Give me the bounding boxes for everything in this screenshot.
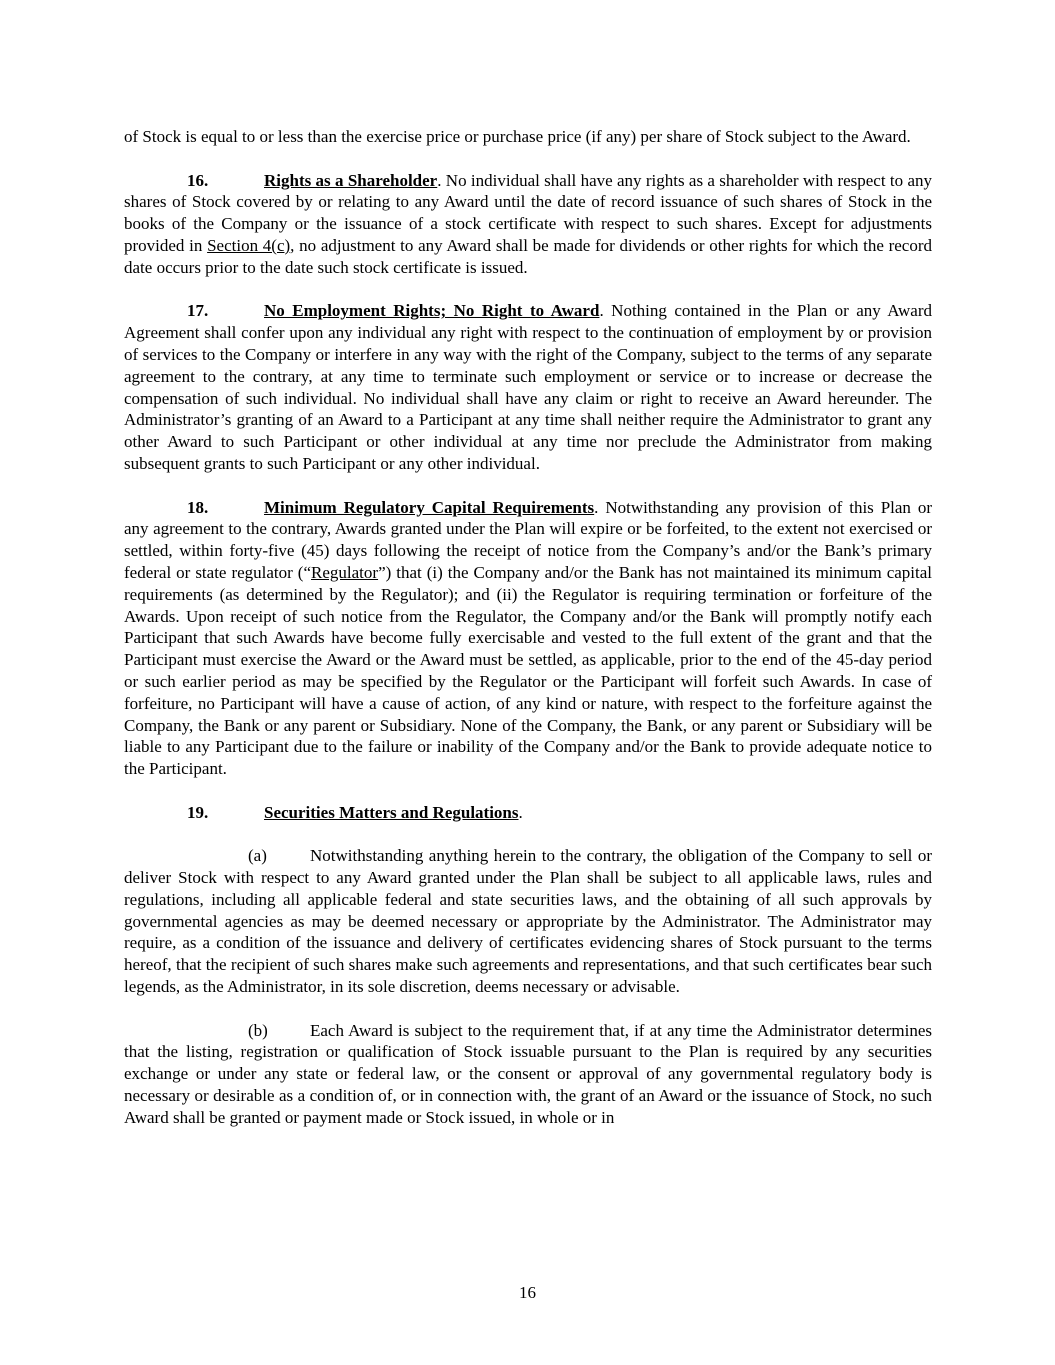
section-16	[124, 170, 932, 279]
section-17	[124, 300, 932, 474]
section-17-heading: No Employment Rights; No Right to Award	[264, 301, 600, 321]
section-16-heading: Rights as a Shareholder	[264, 170, 438, 190]
section-19-b-text: Each Award is subject to the requirement that, if at any time the Administrator determines that the listing, registration or qualification of Stock issuable pursuant to the Plan is required by any securities exchange or under any state or federal law, or the consent or approval of any governmental regulatory body is necessary or desirable as a condition of, or in connection with, the grant of an Award or the issuance of Stock, no such Award shall be granted or payment made or Stock issued, in whole or in	[124, 1020, 932, 1127]
section-19-a	[124, 845, 932, 998]
section-19-a-label: (a)	[248, 846, 267, 866]
section-18-heading: Minimum Regulatory Capital Requirements	[264, 497, 595, 517]
section-16-text-b: , no adjustment to any Award shall be made for dividends or other rights for which the record date occurs prior to the date such stock certificate is issued.	[124, 235, 933, 277]
continuation-paragraph: of Stock is equal to or less than the exercise price or purchase price (if any) per share of Stock subject to the Award.	[124, 127, 911, 146]
section-19-heading: Securities Matters and Regulations	[264, 802, 519, 822]
section-18-text-a: . Notwithstanding any provision of this Plan or any agreement to the contrary, Awards granted under the Plan will expire or be forfeited, to the extent not exercised or settled, within forty-five (45) days following the receipt of notice from the Company’s and/or the Bank’s primary federal or state regulator (“	[124, 497, 932, 582]
section-16-number: 16.	[187, 170, 209, 190]
section-19	[124, 802, 932, 824]
document-body	[124, 126, 932, 1150]
section-18-defined-term: Regulator	[311, 562, 379, 582]
section-18-text-b: ”) that (i) the Company and/or the Bank has not maintained its minimum capital requirements (as determined by the Regulator); and (ii) the Regulator is requiring termination or forfeiture of the Awards. Upon receipt of such notice from the Regulator, the Company and/or the Bank will promptly notify each Participant that such Awards have become fully exercisable and vested to the full extent of the grant and that the Participant must exercise the Award or the Award must be settled, as applicable, prior to the end of the 45-day period or such earlier period as may be specified by the Regulator or the Participant will forfeit such Awards. In case of forfeiture, no Participant will have a cause of action, of any kind or nature, with respect to the forfeiture against the Company, the Bank or any parent or Subsidiary. None of the Company, the Bank, or any parent or Subsidiary will be liable to any Participant due to the failure or inability of the Company and/or the Bank to provide adequate notice to the Participant.	[124, 562, 932, 779]
section-16-reference: Section 4(c)	[207, 235, 291, 255]
section-17-text: . Nothing contained in the Plan or any Award Agreement shall confer upon any individual any right with respect to the continuation of employment by or provision of services to the Company or interfere in any way with the right of the Company, subject to the terms of any separate agreement to the contrary, at any time to terminate such employment or service or to increase or decrease the compensation of such individual. No individual shall have any claim or right to receive an Award hereunder. The Administrator’s granting of an Award to a Participant at any time shall neither require the Administrator to grant any other Award to such Participant or other individual at any time nor preclude the Administrator from making subsequent grants to such Participant or any other individual.	[124, 301, 932, 473]
section-19-a-text: Notwithstanding anything herein to the contrary, the obligation of the Company to sell or deliver Stock with respect to any Award granted under the Plan shall be subject to all applicable laws, rules and regulations, including all applicable federal and state securities laws, and the obtaining of all such approvals by governmental agencies as may be deemed necessary or appropriate by the Administrator. The Administrator may require, as a condition of the issuance and delivery of certificates evidencing shares of Stock pursuant to the terms hereof, that the recipient of such shares make such agreements and representations, and that such certificates bear such legends, as the Administrator, in its sole discretion, deems necessary or advisable.	[124, 846, 932, 997]
section-19-period: .	[518, 802, 523, 822]
section-19-number: 19.	[187, 802, 209, 822]
section-19-b	[124, 1020, 932, 1129]
section-19-b-label: (b)	[248, 1020, 268, 1040]
section-18	[124, 497, 932, 780]
section-17-number: 17.	[187, 301, 209, 321]
page-number: 16	[519, 1283, 536, 1302]
section-18-number: 18.	[187, 497, 209, 517]
section-16-text-a: . No individual shall have any rights as a shareholder with respect to any shares of Stock covered by or relating to any Award until the date of record issuance of such shares of Stock in the books of the Company or the issuance of a stock certificate with respect to such shares. Except for adjustments provided in	[124, 170, 932, 255]
